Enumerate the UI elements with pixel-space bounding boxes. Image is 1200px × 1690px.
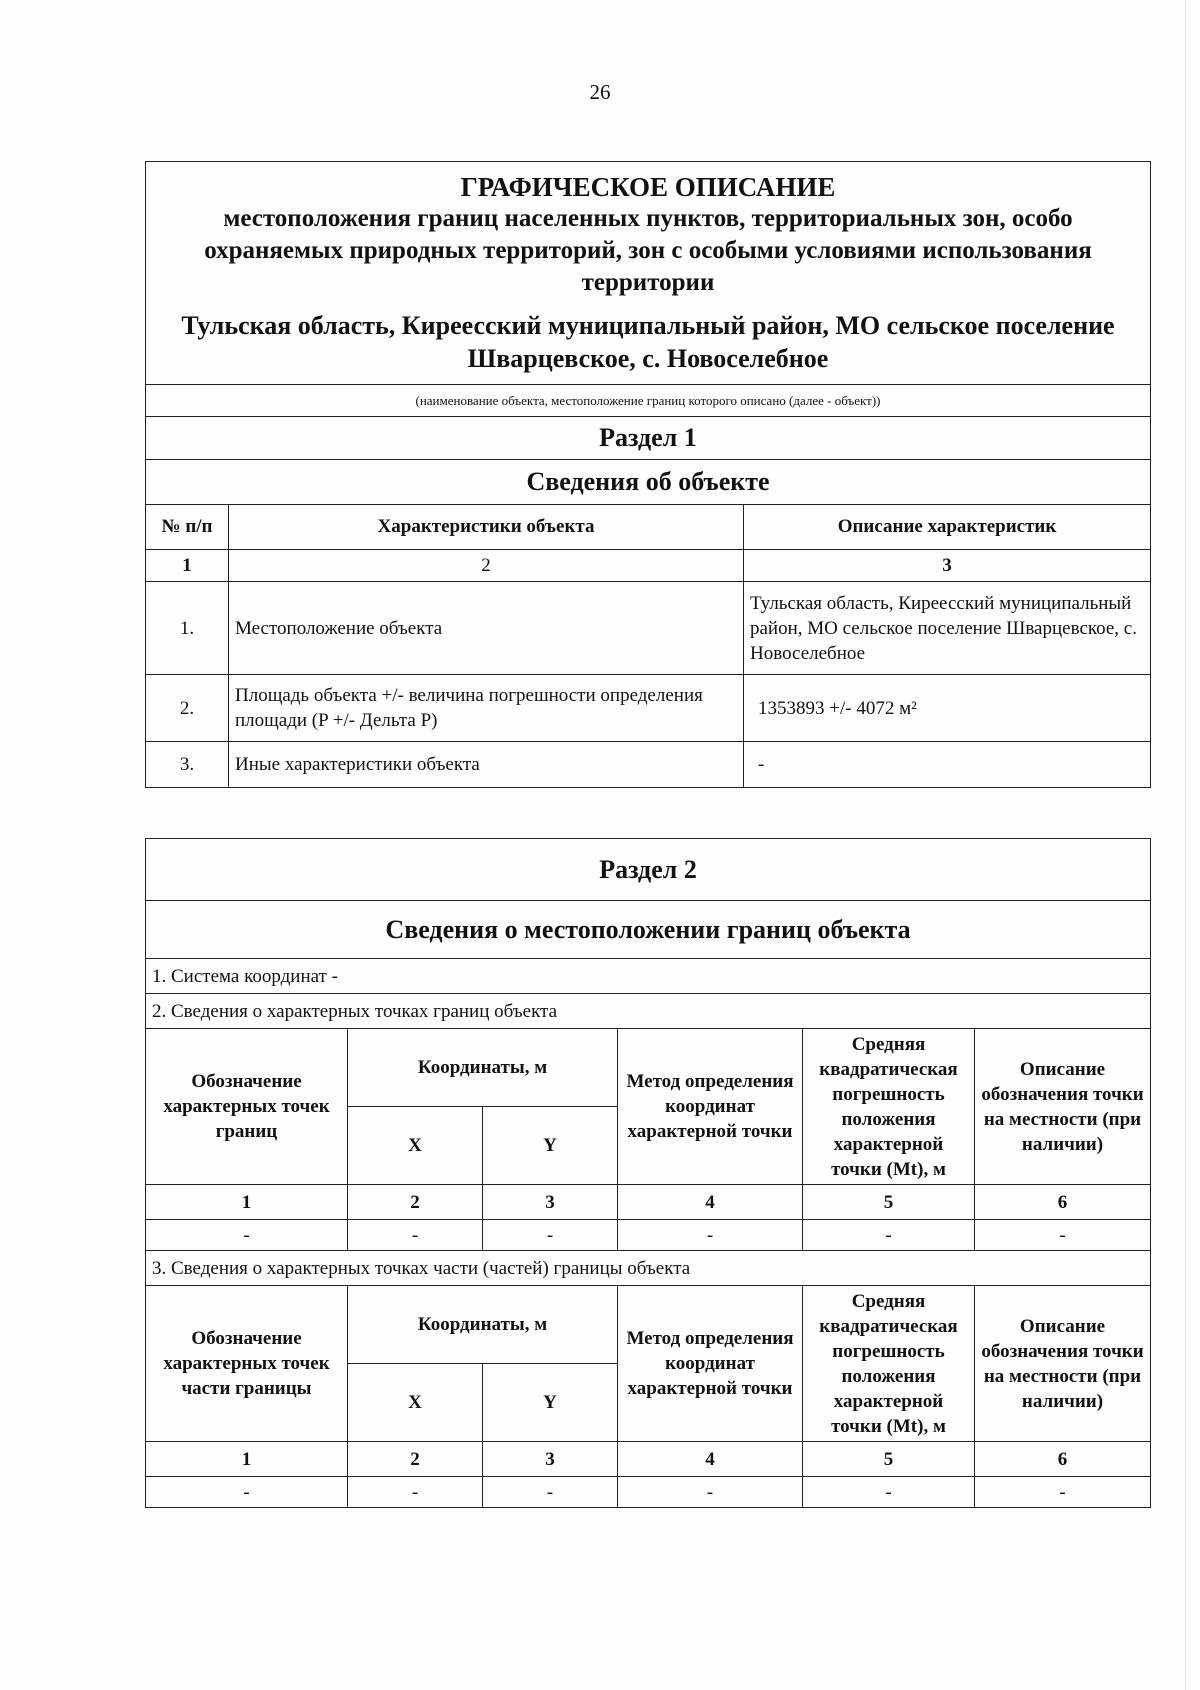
- parts-cell: -: [975, 1477, 1151, 1508]
- y-header: Y: [483, 1364, 618, 1442]
- section2-subtitle: Сведения о местоположении границ объекта: [146, 901, 1151, 959]
- row-number: 2.: [146, 675, 229, 742]
- scan-edge-mark: [1185, 0, 1186, 1690]
- points-cell: -: [146, 1220, 348, 1251]
- table-row: [146, 582, 1151, 675]
- description-header: Описание обозначения точки на местности (при наличии): [975, 1029, 1151, 1185]
- coords-header: Координаты, м: [348, 1029, 618, 1107]
- section1-subtitle: Сведения об объекте: [146, 460, 1151, 505]
- row-description: 1353893 +/- 4072 м²: [744, 675, 1151, 742]
- table-row: [146, 742, 1151, 788]
- accuracy-header: Средняя квадратическая погрешность положения характерной точки (Mt), м: [803, 1029, 975, 1185]
- x-header: X: [348, 1364, 483, 1442]
- col-number-1: 1: [146, 1185, 348, 1220]
- row-characteristic: Площадь объекта +/- величина погрешности определения площади (P +/- Дельта P): [229, 675, 744, 742]
- table-row: [146, 1220, 1151, 1251]
- row-description: Тульская область, Киреесский муниципальный район, МО сельское поселение Шварцевское, с. Новоселебное: [744, 582, 1151, 675]
- document-subtitle: местоположения границ населенных пунктов, территориальных зон, особо охраняемых природных территорий, зон с особыми условиями использования территории: [204, 205, 1092, 296]
- col-number-2: 2: [348, 1185, 483, 1220]
- table-row: [146, 1477, 1151, 1508]
- object-location-heading: Тульская область, Киреесский муниципальный район, МО сельское поселение Шварцевское, с. Новоселебное: [181, 311, 1115, 373]
- col-number-5: 5: [803, 1442, 975, 1477]
- section2-title: Раздел 2: [146, 839, 1151, 901]
- col-header-description: Описание характеристик: [744, 505, 1151, 550]
- coordinate-system: 1. Система координат -: [146, 959, 1151, 994]
- parts-label-header: Обозначение характерных точек части границы: [146, 1286, 348, 1442]
- points-cell: -: [975, 1220, 1151, 1251]
- col-header-number: № п/п: [146, 505, 229, 550]
- col-number-3: 3: [744, 550, 1151, 582]
- method-header: Метод определения координат характерной точки: [618, 1029, 803, 1185]
- method-header: Метод определения координат характерной точки: [618, 1286, 803, 1442]
- col-number-5: 5: [803, 1185, 975, 1220]
- parts-cell: -: [146, 1477, 348, 1508]
- row-characteristic: Местоположение объекта: [229, 582, 744, 675]
- accuracy-header: Средняя квадратическая погрешность положения характерной точки (Mt), м: [803, 1286, 975, 1442]
- col-number-1: 1: [146, 1442, 348, 1477]
- document-title: ГРАФИЧЕСКОЕ ОПИСАНИЕ: [460, 172, 836, 202]
- col-number-6: 6: [975, 1185, 1151, 1220]
- coords-header: Координаты, м: [348, 1286, 618, 1364]
- col-number-1: 1: [146, 550, 229, 582]
- table-row: [146, 675, 1151, 742]
- col-number-6: 6: [975, 1442, 1151, 1477]
- col-number-4: 4: [618, 1185, 803, 1220]
- object-note: (наименование объекта, местоположение границ которого описано (далее - объект)): [146, 385, 1151, 417]
- y-header: Y: [483, 1107, 618, 1185]
- parts-heading: 3. Сведения о характерных точках части (частей) границы объекта: [146, 1251, 1151, 1286]
- parts-cell: -: [483, 1477, 618, 1508]
- points-cell: -: [803, 1220, 975, 1251]
- section2-table: [145, 838, 1151, 1508]
- points-label-header: Обозначение характерных точек границ: [146, 1029, 348, 1185]
- points-cell: -: [618, 1220, 803, 1251]
- col-number-2: 2: [229, 550, 744, 582]
- col-number-3: 3: [483, 1442, 618, 1477]
- page-number: 26: [589, 80, 611, 104]
- parts-cell: -: [618, 1477, 803, 1508]
- parts-cell: -: [803, 1477, 975, 1508]
- points-heading: 2. Сведения о характерных точках границ объекта: [146, 994, 1151, 1029]
- points-cell: -: [483, 1220, 618, 1251]
- section1-title: Раздел 1: [146, 417, 1151, 460]
- row-characteristic: Иные характеристики объекта: [229, 742, 744, 788]
- col-number-3: 3: [483, 1185, 618, 1220]
- col-number-2: 2: [348, 1442, 483, 1477]
- parts-cell: -: [348, 1477, 483, 1508]
- section1-table: [145, 161, 1151, 788]
- x-header: X: [348, 1107, 483, 1185]
- row-description: -: [744, 742, 1151, 788]
- row-number: 1.: [146, 582, 229, 675]
- description-header: Описание обозначения точки на местности (при наличии): [975, 1286, 1151, 1442]
- points-cell: -: [348, 1220, 483, 1251]
- row-number: 3.: [146, 742, 229, 788]
- col-header-characteristics: Характеристики объекта: [229, 505, 744, 550]
- col-number-4: 4: [618, 1442, 803, 1477]
- header-cell: [146, 162, 1151, 385]
